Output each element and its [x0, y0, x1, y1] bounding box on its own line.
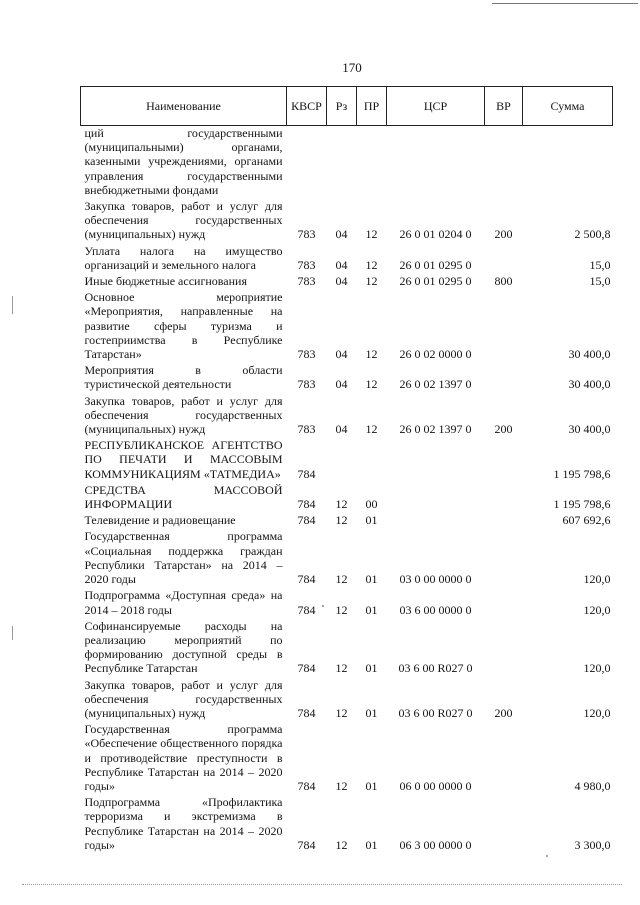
cell-rz: 04	[335, 274, 348, 289]
cell-name: Государственная программа «Социальная поддержка граждан Республики Татарстан» на 2014 – 2020 годы	[84, 529, 283, 587]
cell-name: РЕСПУБЛИКАНСКОЕ АГЕНТСТВО ПО ПЕЧАТИ И МАССОВЫМ КОММУНИКАЦИЯМ «ТАТМЕДИА»	[84, 438, 283, 481]
cell-name: Мероприятия в области туристической деятельности	[84, 363, 283, 392]
cell-kvsr: 783	[297, 227, 316, 242]
cell-kvsr: 784	[297, 572, 316, 587]
cell-sum: 30 400,0	[568, 377, 611, 392]
cell-csr: 26 0 02 1397 0	[399, 377, 472, 392]
cell-kvsr: 784	[297, 513, 316, 528]
cell-csr: 03 0 00 0000 0	[399, 572, 472, 587]
cell-vr	[485, 438, 523, 483]
cell-kvsr: 784	[297, 778, 316, 793]
cell-sum: 120,0	[583, 572, 611, 587]
cell-rz	[327, 126, 357, 200]
cell-name: Государственная программа «Обеспечение общественного порядка и противодействие преступности в Республике Татарстан на 2014 – 2020 годы»	[84, 722, 283, 793]
table-row	[81, 394, 613, 439]
table-row	[81, 795, 613, 854]
cell-csr: 03 6 00 0000 0	[399, 602, 472, 617]
table-row	[81, 363, 613, 393]
cell-rz: 04	[335, 422, 348, 437]
cell-kvsr: 783	[297, 347, 316, 362]
cell-pr: 01	[365, 778, 378, 793]
cell-vr	[485, 722, 523, 795]
table-row	[81, 199, 613, 244]
cell-csr: 26 0 01 0295 0	[399, 274, 472, 289]
cell-rz: 04	[335, 227, 348, 242]
table-row	[81, 619, 613, 678]
cell-sum: 30 400,0	[568, 422, 611, 437]
cell-vr	[485, 513, 523, 529]
cell-kvsr: 784	[297, 497, 316, 512]
cell-csr: 06 3 00 0000 0	[399, 837, 472, 852]
cell-rz: 04	[335, 257, 348, 272]
cell-kvsr: 784	[297, 466, 316, 481]
cell-csr: 03 6 00 R027 0	[398, 661, 473, 676]
bottom-edge-dots	[22, 884, 622, 885]
cell-vr	[485, 126, 523, 200]
cell-name: СРЕДСТВА МАССОВОЙ ИНФОРМАЦИИ	[84, 482, 283, 512]
table-row	[81, 722, 613, 795]
cell-kvsr	[287, 126, 327, 200]
cell-kvsr: 783	[297, 422, 316, 437]
cell-name: Закупка товаров, работ и услуг для обеспечения государственных (муниципальных) нужд	[84, 199, 283, 242]
cell-vr	[485, 795, 523, 854]
cell-rz: 12	[335, 661, 348, 676]
cell-rz: 04	[335, 377, 348, 392]
cell-sum: 3 300,0	[574, 837, 611, 852]
cell-sum	[523, 126, 613, 200]
cell-pr: 01	[365, 572, 378, 587]
cell-pr: 00	[365, 497, 378, 512]
cell-pr: 12	[365, 227, 378, 242]
table-row	[81, 274, 613, 290]
table-row	[81, 438, 613, 483]
cell-csr: 03 6 00 R027 0	[398, 705, 473, 720]
cell-csr: 26 0 02 0000 0	[399, 347, 472, 362]
cell-sum: 30 400,0	[568, 347, 611, 362]
cell-kvsr: 783	[297, 257, 316, 272]
cell-name: Подпрограмма «Доступная среда» на 2014 – 2018 годы	[84, 588, 283, 617]
cell-csr: 26 0 02 1397 0	[399, 422, 472, 437]
cell-kvsr: 784	[297, 602, 316, 617]
header-csr: ЦСР	[387, 87, 485, 126]
cell-kvsr: 783	[297, 274, 316, 289]
cell-name: Иные бюджетные ассигнования	[84, 274, 247, 289]
cell-csr	[387, 438, 485, 483]
cell-pr: 12	[365, 422, 378, 437]
cell-pr: 12	[365, 347, 378, 362]
cell-vr: 200	[494, 422, 513, 437]
cell-rz: 12	[335, 497, 348, 512]
cell-vr	[485, 529, 523, 588]
cell-kvsr: 783	[297, 377, 316, 392]
cell-vr: 200	[494, 705, 513, 720]
header-kvsr: КВСР	[287, 87, 327, 126]
cell-name: Телевидение и радиовещание	[84, 513, 236, 528]
cell-vr	[485, 483, 523, 513]
top-edge-rule	[492, 3, 638, 4]
cell-pr: 01	[365, 661, 378, 676]
table-body	[81, 126, 613, 854]
header-pr: ПР	[357, 87, 387, 126]
cell-vr	[485, 588, 523, 618]
table-row	[81, 529, 613, 588]
cell-rz: 12	[335, 572, 348, 587]
table-row	[81, 588, 613, 618]
table-header	[81, 87, 613, 126]
cell-pr	[357, 438, 387, 483]
cell-rz: 12	[335, 602, 348, 617]
cell-vr: 200	[494, 227, 513, 242]
table-row	[81, 483, 613, 513]
cell-name: Подпрограмма «Профилактика терроризма и экстремизма в Республике Татарстан на 2014 – 2020 годы»	[84, 795, 283, 852]
header-vr: ВР	[485, 87, 523, 126]
header-sum: Сумма	[523, 87, 613, 126]
table-row	[81, 126, 613, 200]
cell-vr	[485, 363, 523, 393]
left-margin-mark	[12, 296, 13, 314]
cell-sum: 120,0	[583, 661, 611, 676]
page-number: 170	[342, 60, 362, 75]
cell-kvsr: 784	[297, 661, 316, 676]
budget-table	[80, 86, 613, 854]
cell-kvsr: 784	[297, 705, 316, 720]
cell-rz: 12	[335, 837, 348, 852]
cell-sum: 15,0	[589, 257, 611, 272]
cell-pr: 12	[365, 257, 378, 272]
cell-name: Основное мероприятие «Мероприятия, направленные на развитие сферы туризма и гостеприимства в Республике Татарстан»	[84, 290, 283, 362]
header-name: Наименование	[81, 87, 287, 126]
cell-pr: 01	[365, 602, 378, 617]
cell-pr: 01	[365, 837, 378, 852]
cell-sum: 120,0	[583, 602, 611, 617]
cell-name: ций государственными (муниципальными) органами, казенными учреждениями, органами управления государственными внебюджетными фондами	[84, 126, 283, 197]
cell-name: Софинансируемые расходы на реализацию мероприятий по формированию доступной среды в Республике Татарстан	[84, 618, 283, 676]
table-row	[81, 244, 613, 274]
cell-rz	[327, 438, 357, 483]
header-rz: Рз	[327, 87, 357, 126]
cell-name: Закупка товаров, работ и услуг для обеспечения государственных (муниципальных) нужд	[84, 393, 283, 437]
cell-vr: 800	[494, 274, 513, 289]
table-row	[81, 513, 613, 529]
cell-csr: 06 0 00 0000 0	[399, 778, 472, 793]
cell-pr	[357, 126, 387, 200]
cell-vr	[485, 244, 523, 274]
cell-pr: 01	[365, 705, 378, 720]
cell-csr: 26 0 01 0295 0	[399, 257, 472, 272]
cell-kvsr: 784	[297, 837, 316, 852]
cell-rz: 04	[335, 347, 348, 362]
cell-rz: 12	[335, 778, 348, 793]
cell-sum: 1 195 798,6	[553, 497, 611, 512]
table-row	[81, 678, 613, 723]
left-margin-mark-lower	[12, 626, 13, 640]
cell-name: Уплата налога на имущество организаций и земельного налога	[84, 243, 283, 272]
scan-speck-2	[546, 855, 548, 857]
cell-csr: 26 0 01 0204 0	[399, 227, 472, 242]
cell-pr: 01	[365, 513, 378, 528]
cell-pr: 12	[365, 274, 378, 289]
cell-pr: 12	[365, 377, 378, 392]
cell-vr	[485, 290, 523, 363]
cell-sum: 607 692,6	[562, 513, 611, 528]
cell-sum: 1 195 798,6	[553, 466, 611, 481]
cell-sum: 2 500,8	[574, 227, 611, 242]
cell-sum: 15,0	[589, 274, 611, 289]
cell-csr	[387, 513, 485, 529]
cell-name: Закупка товаров, работ и услуг для обеспечения государственных (муниципальных) нужд	[84, 677, 283, 720]
cell-csr	[387, 126, 485, 200]
cell-rz: 12	[335, 705, 348, 720]
cell-sum: 4 980,0	[574, 778, 611, 793]
table-row	[81, 290, 613, 363]
cell-rz: 12	[335, 513, 348, 528]
cell-sum: 120,0	[583, 705, 611, 720]
cell-vr	[485, 619, 523, 678]
cell-csr	[387, 483, 485, 513]
